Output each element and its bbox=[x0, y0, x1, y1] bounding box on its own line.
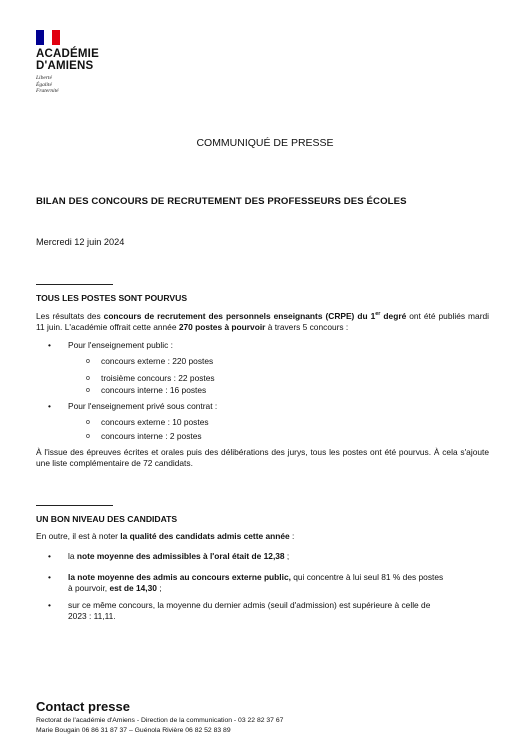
section1-heading: TOUS LES POSTES SONT POURVUS bbox=[36, 293, 188, 303]
list-item: la note moyenne des admis au concours externe public, qui concentre à lui seul 81 % des postes à pourvoir, est de 14,30 ; bbox=[68, 572, 444, 593]
list-item: Pour l'enseignement public : bbox=[68, 340, 173, 350]
document-date: Mercredi 12 juin 2024 bbox=[36, 237, 125, 247]
bullet-dot: • bbox=[48, 572, 51, 582]
bullet-dot: • bbox=[48, 600, 51, 610]
list-item: concours interne : 16 postes bbox=[101, 385, 207, 395]
list-item: concours externe : 10 postes bbox=[101, 417, 209, 427]
document-type: COMMUNIQUÉ DE PRESSE bbox=[196, 137, 334, 149]
list-item: la note moyenne des admissibles à l'oral était de 12,38 ; bbox=[68, 551, 290, 561]
list-item: concours interne : 2 postes bbox=[101, 431, 202, 441]
sub-bullet-circle: o bbox=[86, 387, 90, 394]
bullet-dot: • bbox=[48, 551, 51, 561]
logo-motto: Liberté Égalité Fraternité bbox=[36, 75, 59, 94]
sub-bullet-circle: o bbox=[86, 375, 90, 382]
contact-line: Marie Bougain 06 86 31 87 37 – Guénola Rivière 06 82 52 83 89 bbox=[36, 727, 231, 734]
document-title: BILAN DES CONCOURS DE RECRUTEMENT DES PROFESSEURS DES ÉCOLES bbox=[36, 196, 407, 207]
sub-bullet-circle: o bbox=[86, 419, 90, 426]
contact-line: Rectorat de l'académie d'Amiens - Direction de la communication - 03 22 82 37 67 bbox=[36, 717, 284, 724]
bullet-dot: • bbox=[48, 340, 51, 350]
french-flag-icon bbox=[36, 30, 60, 45]
section1-outro: À l'issue des épreuves écrites et orales puis des délibérations des jurys, tous les postes ont été pourvus. À cela s'ajoute une liste complémentaire de 72 candidats. bbox=[36, 447, 489, 468]
section-divider bbox=[36, 505, 113, 506]
section2-heading: UN BON NIVEAU DES CANDIDATS bbox=[36, 514, 178, 524]
section2-intro: En outre, il est à noter la qualité des candidats admis cette année : bbox=[36, 531, 295, 541]
section1-intro: Les résultats des concours de recrutement des personnels enseignants (CRPE) du 1er degré ont été publiés mardi 11 juin. L'académie offrait cette année 270 postes à pourvoir à travers 5 concours : bbox=[36, 310, 490, 332]
section-divider bbox=[36, 284, 113, 285]
list-item: Pour l'enseignement privé sous contrat : bbox=[68, 401, 218, 411]
sub-bullet-circle: o bbox=[86, 433, 90, 440]
academie-logo bbox=[36, 30, 99, 95]
list-item: troisième concours : 22 postes bbox=[101, 373, 215, 383]
sub-bullet-circle: o bbox=[86, 358, 90, 365]
logo-name: ACADÉMIE D'AMIENS bbox=[36, 48, 99, 72]
list-item: sur ce même concours, la moyenne du dernier admis (seuil d'admission) est supérieure à celle de 2023 : 11,11. bbox=[68, 600, 431, 621]
contact-title: Contact presse bbox=[36, 699, 130, 714]
bullet-dot: • bbox=[48, 401, 51, 411]
list-item: concours externe : 220 postes bbox=[101, 356, 214, 366]
